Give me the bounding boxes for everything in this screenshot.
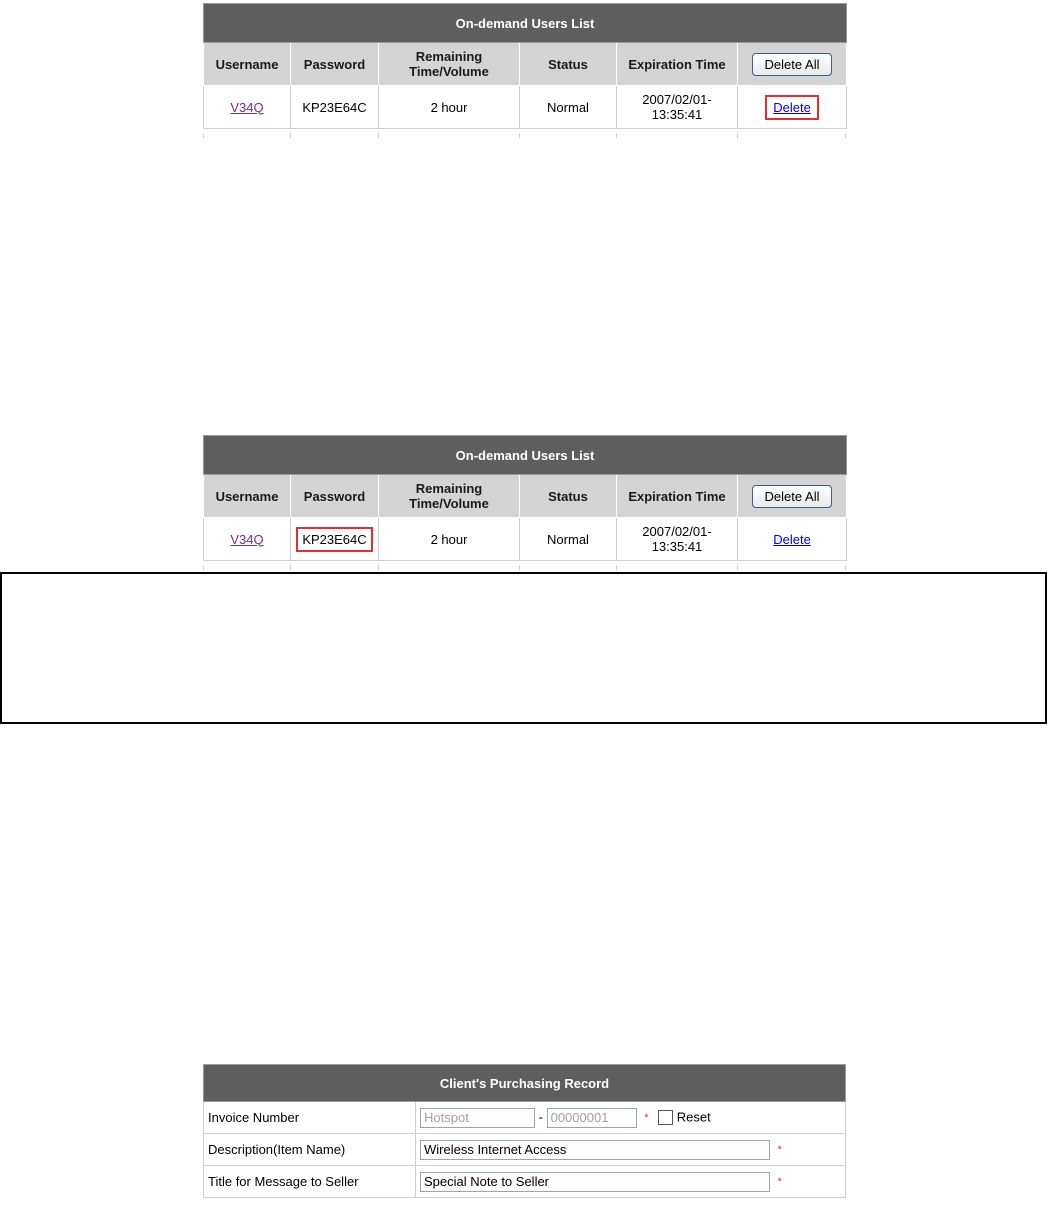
users-list-table-1 [203, 3, 847, 129]
invoice-separator: - [538, 1108, 543, 1124]
remaining-cell: 2 hour [379, 518, 520, 561]
invoice-number-row [204, 1102, 846, 1134]
password-value: KP23E64C [302, 531, 367, 547]
status-cell: Normal [520, 518, 617, 561]
message-title-row [204, 1166, 846, 1198]
expiration-date: 2007/02/01- [642, 92, 712, 107]
delete-all-button[interactable]: Delete All [752, 53, 833, 76]
username-cell [204, 518, 291, 561]
status-cell: Normal [520, 86, 617, 129]
purchasing-record-title: Client's Purchasing Record [204, 1065, 846, 1102]
expiration-time: 13:35:41 [651, 539, 703, 554]
column-header-expiration: Expiration Time [617, 475, 738, 518]
table-title: On-demand Users List [204, 436, 847, 475]
table-continuation [203, 565, 846, 570]
table-title: On-demand Users List [204, 4, 847, 43]
purchasing-record-table [203, 1064, 846, 1198]
message-title-input[interactable] [420, 1172, 770, 1192]
invoice-prefix-input[interactable] [420, 1108, 535, 1128]
expiration-cell [617, 518, 738, 561]
username-cell [204, 86, 291, 129]
column-header-remaining [379, 43, 520, 86]
invoice-number-input[interactable] [547, 1108, 637, 1128]
password-cell [291, 518, 379, 561]
delete-link[interactable]: Delete [773, 531, 811, 547]
description-input[interactable] [420, 1140, 770, 1160]
expiration-cell [617, 86, 738, 129]
required-mark: * [777, 1143, 782, 1156]
column-header-remaining-line1: Remaining [415, 481, 483, 496]
delete-cell [738, 86, 847, 129]
reset-label: Reset [676, 1108, 711, 1124]
expiration-date: 2007/02/01- [642, 524, 712, 539]
remaining-cell: 2 hour [379, 86, 520, 129]
column-header-username: Username [204, 475, 291, 518]
required-mark: * [644, 1111, 649, 1124]
users-list-table-2 [203, 435, 847, 561]
column-header-remaining-line2: Time/Volume [409, 496, 489, 511]
description-label: Description(Item Name) [204, 1134, 416, 1166]
expiration-time: 13:35:41 [651, 107, 703, 122]
column-header-remaining-line1: Remaining [415, 49, 483, 64]
reset-checkbox[interactable] [658, 1110, 673, 1125]
column-header-remaining [379, 475, 520, 518]
description-row [204, 1134, 846, 1166]
table-continuation [203, 133, 846, 138]
table-row [204, 518, 847, 561]
column-header-password: Password [291, 475, 379, 518]
required-mark: * [777, 1175, 782, 1188]
delete-all-cell [738, 475, 847, 518]
username-link[interactable]: V34Q [230, 531, 264, 547]
column-header-status: Status [520, 475, 617, 518]
column-header-status: Status [520, 43, 617, 86]
username-link[interactable]: V34Q [230, 99, 264, 115]
delete-all-cell [738, 43, 847, 86]
note-box [0, 572, 1047, 724]
column-header-password: Password [291, 43, 379, 86]
invoice-number-field-cell [416, 1102, 846, 1134]
message-title-label: Title for Message to Seller [204, 1166, 416, 1198]
delete-all-button[interactable]: Delete All [752, 485, 833, 508]
description-field-cell [416, 1134, 846, 1166]
column-header-username: Username [204, 43, 291, 86]
message-title-field-cell [416, 1166, 846, 1198]
delete-link[interactable]: Delete [773, 99, 811, 115]
column-header-expiration: Expiration Time [617, 43, 738, 86]
delete-highlight [765, 95, 819, 120]
column-header-remaining-line2: Time/Volume [409, 64, 489, 79]
table-row [204, 86, 847, 129]
password-cell: KP23E64C [291, 86, 379, 129]
invoice-number-label: Invoice Number [204, 1102, 416, 1134]
delete-cell [738, 518, 847, 561]
password-highlight [296, 527, 372, 552]
